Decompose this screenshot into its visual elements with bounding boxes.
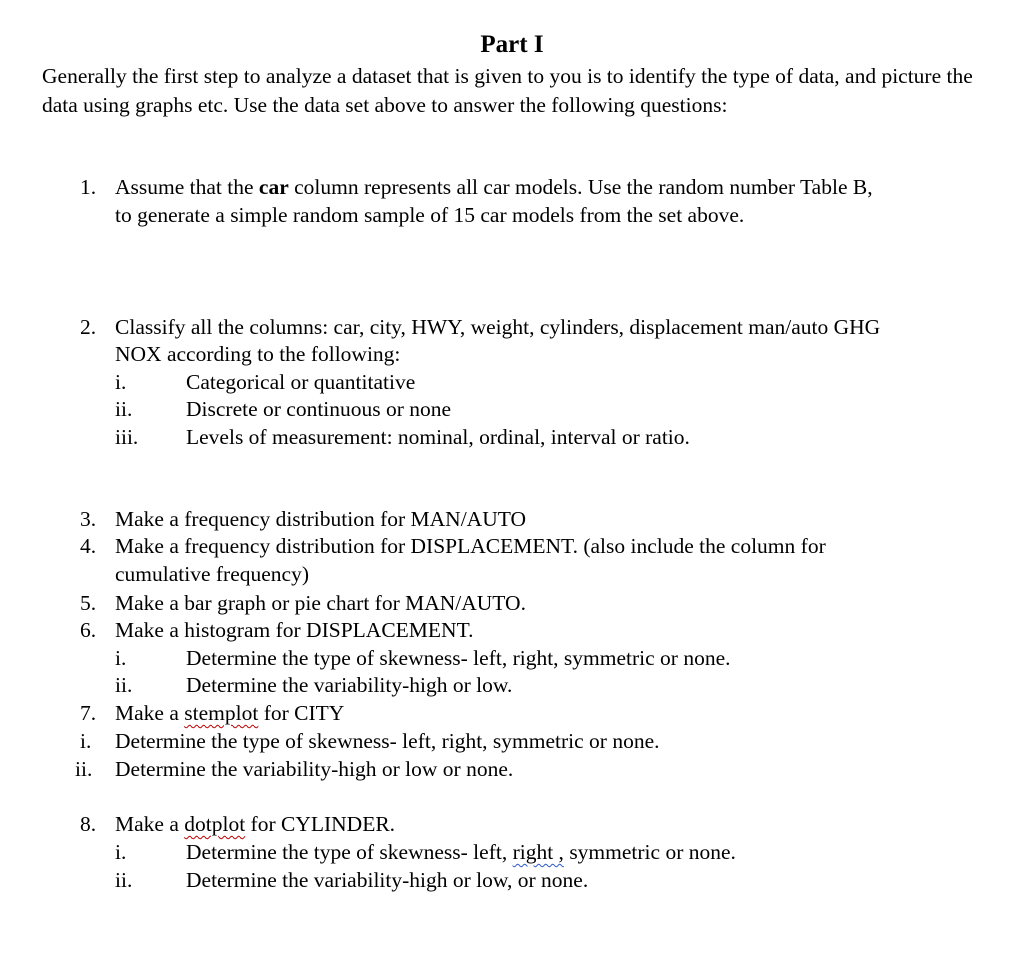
sub-item-number: iii.: [115, 425, 139, 449]
question-number: 2.: [80, 315, 97, 339]
question-text: Assume that the car column represents all car models. Use the random number Table B,: [115, 175, 873, 199]
question-number: 7.: [80, 701, 97, 725]
question-text: Make a stemplot for CITY: [115, 701, 345, 725]
question-text-continued: NOX according to the following:: [115, 342, 401, 366]
question-number: 5.: [80, 591, 97, 615]
question-text: Make a dotplot for CYLINDER.: [115, 812, 396, 836]
sub-item-number: i.: [115, 646, 127, 670]
question-text: Make a frequency distribution for MAN/AUTO: [115, 507, 526, 531]
sub-item-text: Determine the type of skewness- left, right, symmetric or none.: [186, 646, 731, 670]
question-number: 6.: [80, 618, 97, 642]
sub-item-text: Determine the type of skewness- left, right , symmetric or none.: [186, 840, 736, 864]
sub-item-number: i.: [115, 370, 127, 394]
intro-paragraph: Generally the first step to analyze a dataset that is given to you is to identify the type of data, and picture the data using graphs etc. Use the data set above to answer the following questions:: [42, 64, 973, 117]
sub-item-text: Discrete or continuous or none: [186, 397, 452, 421]
question-text: Make a frequency distribution for DISPLACEMENT. (also include the column for: [115, 534, 826, 558]
spellcheck-flagged-word[interactable]: stemplot: [184, 701, 259, 725]
bold-term: car: [258, 175, 289, 199]
sub-item-text: Levels of measurement: nominal, ordinal, interval or ratio.: [186, 425, 690, 449]
question-number: 3.: [80, 507, 97, 531]
spellcheck-flagged-word[interactable]: dotplot: [184, 812, 246, 836]
grammar-flagged-word[interactable]: right ,: [512, 840, 564, 864]
question-text-continued: to generate a simple random sample of 15 car models from the set above.: [115, 203, 745, 227]
sub-item-number: ii.: [115, 673, 133, 697]
question-number: 8.: [80, 812, 97, 836]
sub-item-text: Categorical or quantitative: [186, 370, 416, 394]
sub-item-number: ii.: [115, 397, 133, 421]
question-text: Classify all the columns: car, city, HWY, weight, cylinders, displacement man/auto GHG: [115, 315, 881, 339]
question-number: 4.: [80, 534, 97, 558]
sub-item-number: i.: [115, 840, 127, 864]
question-text: Make a bar graph or pie chart for MAN/AUTO.: [115, 591, 526, 615]
question-text: Make a histogram for DISPLACEMENT.: [115, 618, 474, 642]
sub-item-number: ii.: [115, 868, 133, 892]
sub-item-text: Determine the type of skewness- left, right, symmetric or none.: [115, 729, 660, 753]
question-number: 1.: [80, 175, 97, 199]
question-text-continued: cumulative frequency): [115, 562, 310, 586]
sub-item-number: i.: [80, 729, 92, 753]
sub-item-number: ii.: [75, 757, 93, 781]
sub-item-text: Determine the variability-high or low or none.: [115, 757, 514, 781]
sub-item-text: Determine the variability-high or low, or none.: [186, 868, 589, 892]
sub-item-text: Determine the variability-high or low.: [186, 673, 513, 697]
page-title: Part I: [480, 31, 544, 58]
